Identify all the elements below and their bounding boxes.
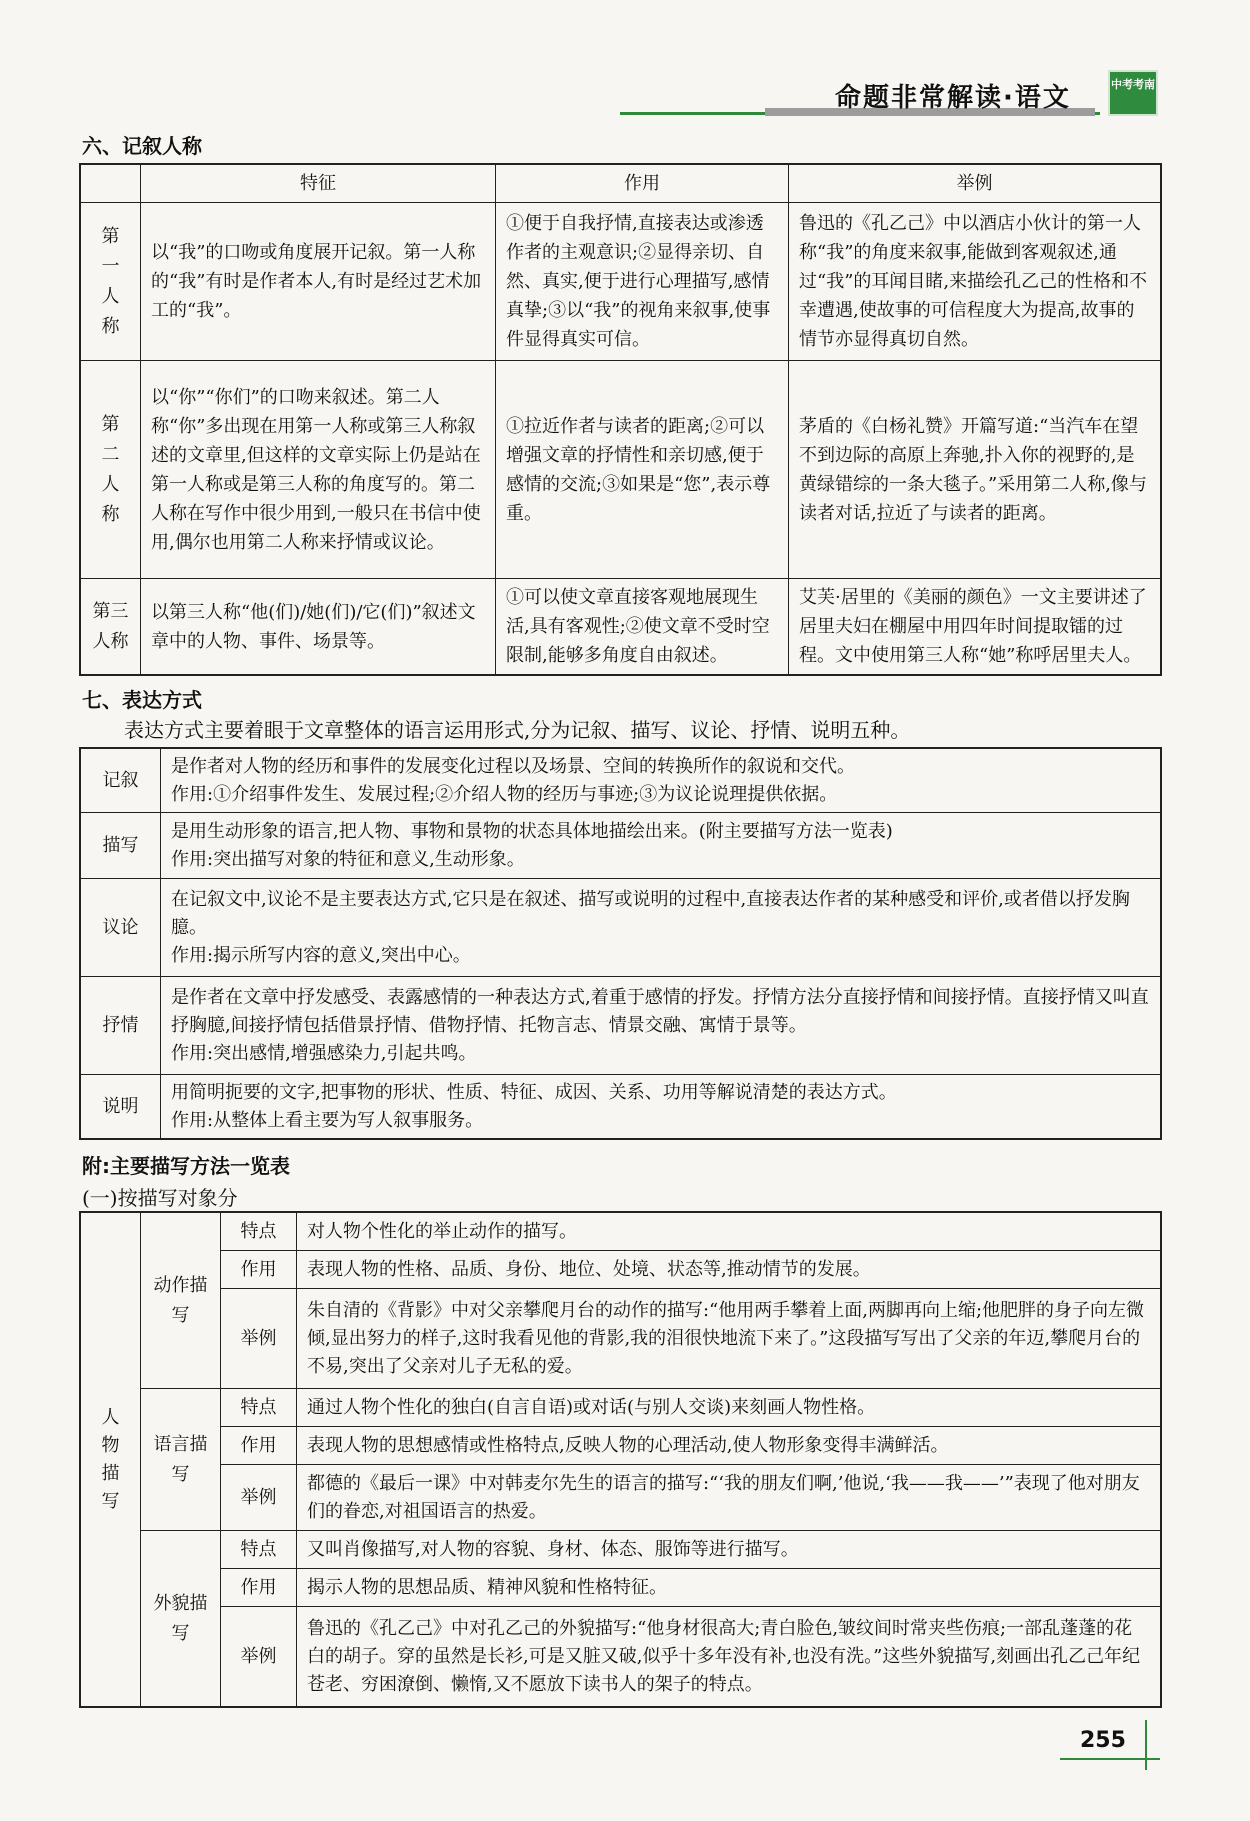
section-6-title: 六、记叙人称 (82, 134, 202, 158)
table-row (81, 1213, 1161, 1251)
feature-cell: 以“我”的口吻或角度展开记叙。第一人称的“我”有时是作者本人,有时是经过艺术加工的“我”。 (141, 203, 496, 361)
row-value: 表现人物的思想感情或性格特点,反映人物的心理活动,使人物形象变得丰满鲜活。 (297, 1427, 1161, 1465)
row-key: 作用 (221, 1427, 297, 1465)
row-value: 鲁迅的《孔乙己》中对孔乙己的外貌描写:“他身材很高大;青白脸色,皱纹间时常夹些伤痕;一部乱蓬蓬的花白的胡子。穿的虽然是长衫,可是又脏又破,似乎十多年没有补,也没有洗。”这些外貌描写,刻画出孔乙己年纪苍老、穷困潦倒、懒惰,又不愿放下读书人的架子的特点。 (297, 1607, 1161, 1707)
effect-cell: ①拉近作者与读者的距离;②可以增强文章的抒情性和亲切感,便于感情的交流;③如果是“您”,表示尊重。 (496, 361, 789, 579)
group-label: 动作描写 (141, 1213, 221, 1389)
row-label: 第一人称 (81, 203, 141, 361)
effect-cell: ①可以使文章直接客观地展现生活,具有客观性;②使文章不受时空限制,能够多角度自由叙述。 (496, 579, 789, 675)
row-key: 举例 (221, 1607, 297, 1707)
table-row (81, 361, 1161, 579)
table-row (81, 977, 1161, 1075)
row-value: 通过人物个性化的独白(自言自语)或对话(与别人交谈)来刻画人物性格。 (297, 1389, 1161, 1427)
section-7-intro: 表达方式主要着眼于文章整体的语言运用形式,分为记叙、描写、议论、抒情、说明五种。 (124, 718, 911, 742)
description-methods-table (80, 1212, 1161, 1707)
row-content: 是用生动形象的语言,把人物、事物和景物的状态具体地描绘出来。(附主要描写方法一览表) 作用:突出描写对象的特征和意义,生动形象。 (161, 813, 1161, 879)
row-value: 对人物个性化的举止动作的描写。 (297, 1213, 1161, 1251)
example-cell: 鲁迅的《孔乙己》中以酒店小伙计的第一人称“我”的角度来叙事,能做到客观叙述,通过“我”的耳闻目睹,来描绘孔乙己的性格和不幸遭遇,使故事的可信程度大为提高,故事的情节亦显得真切自然。 (789, 203, 1161, 361)
row-label: 说明 (81, 1075, 161, 1139)
group-label: 语言描写 (141, 1389, 221, 1531)
appendix-subtitle: (一)按描写对象分 (82, 1186, 238, 1210)
row-content: 是作者在文章中抒发感受、表露感情的一种表达方式,着重于感情的抒发。抒情方法分直接抒情和间接抒情。直接抒情又叫直抒胸臆,间接抒情包括借景抒情、借物抒情、托物言志、情景交融、寓情于景等。 作用:突出感情,增强感染力,引起共鸣。 (161, 977, 1161, 1075)
row-label: 议论 (81, 879, 161, 977)
table-row (81, 1607, 1161, 1707)
table-row (81, 1075, 1161, 1139)
row-content: 是作者对人物的经历和事件的发展变化过程以及场景、空间的转换所作的叙说和交代。 作用:①介绍事件发生、发展过程;②介绍人物的经历与事迹;③为议论说理提供依据。 (161, 749, 1161, 813)
row-value: 表现人物的性格、品质、身份、地位、处境、状态等,推动情节的发展。 (297, 1251, 1161, 1289)
example-cell: 艾芙·居里的《美丽的颜色》一文主要讲述了居里夫妇在棚屋中用四年时间提取镭的过程。文中使用第三人称“她”称呼居里夫人。 (789, 579, 1161, 675)
row-key: 特点 (221, 1389, 297, 1427)
row-label: 描写 (81, 813, 161, 879)
column-header-feature: 特征 (141, 165, 496, 203)
row-value: 又叫肖像描写,对人物的容貌、身材、体态、服饰等进行描写。 (297, 1531, 1161, 1569)
table-row (81, 1389, 1161, 1427)
table-row (81, 813, 1161, 879)
row-label: 记叙 (81, 749, 161, 813)
row-value: 都德的《最后一课》中对韩麦尔先生的语言的描写:“‘我的朋友们啊,’他说,‘我——我——’”表现了他对朋友们的眷恋,对祖国语言的热爱。 (297, 1465, 1161, 1531)
page-number-rule-vertical (1145, 1720, 1147, 1770)
group-label: 外貌描写 (141, 1531, 221, 1707)
row-key: 特点 (221, 1213, 297, 1251)
appendix-title: 附:主要描写方法一览表 (82, 1154, 290, 1178)
table-corner (81, 165, 141, 203)
effect-cell: ①便于自我抒情,直接表达或渗透作者的主观意识;②显得亲切、自然、真实,便于进行心理描写,感情真挚;③以“我”的视角来叙事,使事件显得真实可信。 (496, 203, 789, 361)
table-row (81, 1531, 1161, 1569)
row-value: 朱自清的《背影》中对父亲攀爬月台的动作的描写:“他用两手攀着上面,两脚再向上缩;他肥胖的身子向左微倾,显出努力的样子,这时我看见他的背影,我的泪很快地流下来了。”这段描写写出了父亲的年迈,攀爬月台的不易,突出了父亲对儿子无私的爱。 (297, 1289, 1161, 1389)
row-key: 作用 (221, 1251, 297, 1289)
table-row (81, 749, 1161, 813)
row-label: 第二人称 (81, 361, 141, 579)
table-row (81, 579, 1161, 675)
table-row (81, 203, 1161, 361)
example-cell: 茅盾的《白杨礼赞》开篇写道:“当汽车在望不到边际的高原上奔驰,扑入你的视野的,是黄绿错综的一条大毯子。”采用第二人称,像与读者对话,拉近了与读者的距离。 (789, 361, 1161, 579)
feature-cell: 以第三人称“他(们)/她(们)/它(们)”叙述文章中的人物、事件、场景等。 (141, 579, 496, 675)
row-content: 在记叙文中,议论不是主要表达方式,它只是在叙述、描写或说明的过程中,直接表达作者的某种感受和评价,或者借以抒发胸臆。 作用:揭示所写内容的意义,突出中心。 (161, 879, 1161, 977)
page-number: 255 (1080, 1728, 1126, 1753)
table-row (81, 1569, 1161, 1607)
table-row (81, 1465, 1161, 1531)
row-key: 举例 (221, 1289, 297, 1389)
column-header-effect: 作用 (496, 165, 789, 203)
row-key: 特点 (221, 1531, 297, 1569)
row-label: 抒情 (81, 977, 161, 1075)
section-7-title: 七、表达方式 (82, 688, 202, 712)
narrative-person-table (80, 164, 1161, 675)
feature-cell: 以“你”“你们”的口吻来叙述。第二人称“你”多出现在用第一人称或第三人称叙述的文章里,但这样的文章实际上仍是站在第一人称或是第三人称的角度写的。第二人称在写作中很少用到,一般只在书信中使用,偶尔也用第二人称来抒情或议论。 (141, 361, 496, 579)
row-label: 第三人称 (81, 579, 141, 675)
expression-methods-table (80, 748, 1161, 1139)
row-value: 揭示人物的思想品质、精神风貌和性格特征。 (297, 1569, 1161, 1607)
table-row (81, 1427, 1161, 1465)
table-row (81, 1289, 1161, 1389)
category-label: 人物描写 (81, 1213, 141, 1707)
row-content: 用简明扼要的文字,把事物的形状、性质、特征、成因、关系、功用等解说清楚的表达方式。 作用:从整体上看主要为写人叙事服务。 (161, 1075, 1161, 1139)
publisher-logo: 中考考南 (1108, 70, 1158, 116)
column-header-example: 举例 (789, 165, 1161, 203)
row-key: 作用 (221, 1569, 297, 1607)
table-row (81, 879, 1161, 977)
row-key: 举例 (221, 1465, 297, 1531)
table-row (81, 1251, 1161, 1289)
header-title: 命题非常解读·语文 (835, 83, 1071, 113)
